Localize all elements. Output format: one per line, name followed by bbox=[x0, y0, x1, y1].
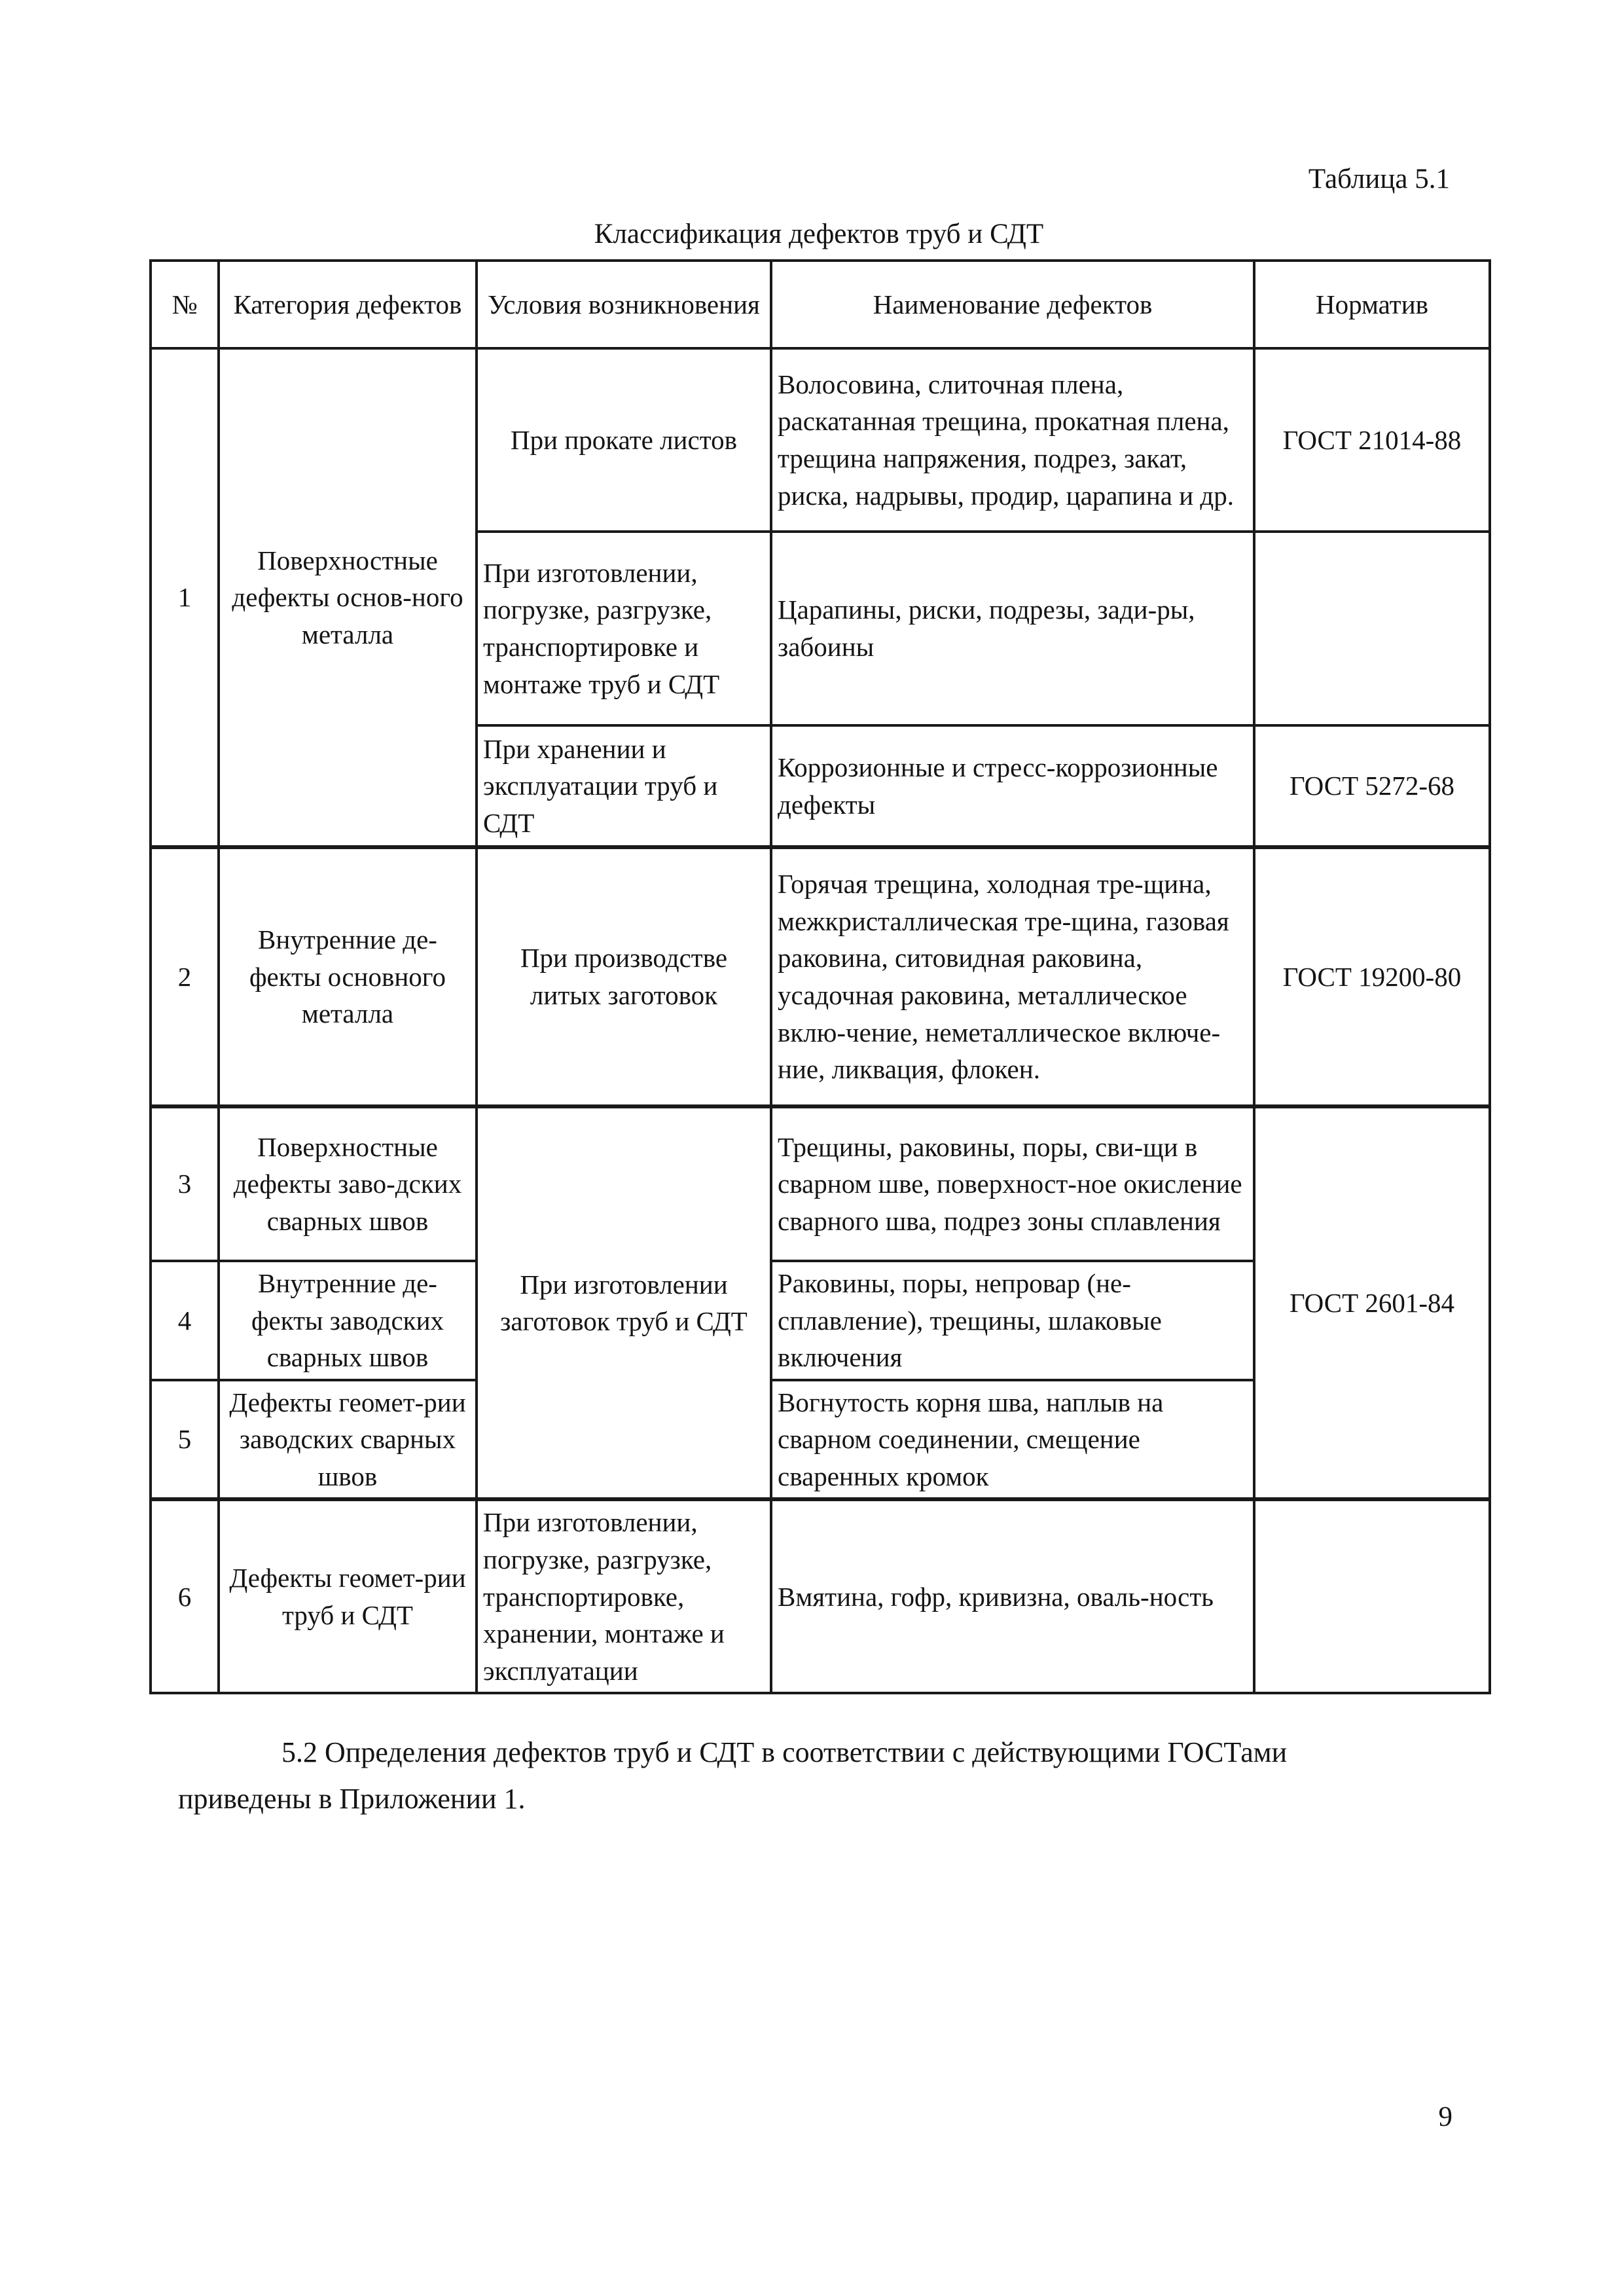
row-defects: Вогнутость корня шва, наплыв на сварном соединении, смещение сваренных кромок bbox=[771, 1380, 1254, 1500]
row-category: Поверхностные дефекты заво-дских сварных швов bbox=[219, 1106, 477, 1261]
row-number: 2 bbox=[151, 847, 219, 1106]
row-defects: Коррозионные и стресс-коррозионные дефекты bbox=[771, 725, 1254, 847]
row-number: 3 bbox=[151, 1106, 219, 1261]
row-conditions: При изготовлении, погрузке, разгрузке, транспортировке, хранении, монтаже и эксплуатации bbox=[477, 1499, 771, 1693]
header-conditions: Условия возникновения bbox=[477, 261, 771, 348]
row-defects: Вмятина, гофр, кривизна, оваль-ность bbox=[771, 1499, 1254, 1693]
row-standard bbox=[1254, 1499, 1490, 1693]
row-defects: Трещины, раковины, поры, сви-щи в сварном шве, поверхност-ное окисление сварного шва, подрез зоны сплавления bbox=[771, 1106, 1254, 1261]
row-category: Дефекты геомет-рии заводских сварных швов bbox=[219, 1380, 477, 1500]
row-category: Внутренние де-фекты основного металла bbox=[219, 847, 477, 1106]
table-row bbox=[151, 1106, 1490, 1261]
row-number: 6 bbox=[151, 1499, 219, 1693]
row-standard: ГОСТ 2601-84 bbox=[1254, 1106, 1490, 1499]
row-standard bbox=[1254, 532, 1490, 725]
page-number: 9 bbox=[1438, 2102, 1453, 2132]
row-conditions: При изготовлении заготовок труб и СДТ bbox=[477, 1106, 771, 1499]
row-category: Дефекты геомет-рии труб и СДТ bbox=[219, 1499, 477, 1693]
table-row bbox=[151, 847, 1490, 1106]
table-header-row bbox=[151, 261, 1490, 348]
row-conditions: При производстве литых заготовок bbox=[477, 847, 771, 1106]
header-category: Категория дефектов bbox=[219, 261, 477, 348]
row-number: 1 bbox=[151, 348, 219, 847]
row-number: 4 bbox=[151, 1261, 219, 1380]
header-standard: Норматив bbox=[1254, 261, 1490, 348]
row-standard: ГОСТ 5272-68 bbox=[1254, 725, 1490, 847]
paragraph-line-1: 5.2 Определения дефектов труб и СДТ в соответствии с действующими ГОСТами bbox=[281, 1736, 1288, 1768]
row-category: Внутренние де-фекты заводских сварных швов bbox=[219, 1261, 477, 1380]
row-conditions: При хранении и эксплуатации труб и СДТ bbox=[477, 725, 771, 847]
paragraph-line-2: приведены в Приложении 1. bbox=[178, 1783, 526, 1815]
row-conditions: При изготовлении, погрузке, разгрузке, транспортировке и монтаже труб и СДТ bbox=[477, 532, 771, 725]
row-category: Поверхностные дефекты основ-ного металла bbox=[219, 348, 477, 847]
row-defects: Царапины, риски, подрезы, зади-ры, забоины bbox=[771, 532, 1254, 725]
table-row bbox=[151, 348, 1490, 532]
table-row bbox=[151, 1499, 1490, 1693]
header-num: № bbox=[151, 261, 219, 348]
row-defects: Волосовина, слиточная плена, раскатанная трещина, прокатная плена, трещина напряжения, подрез, закат, риска, надрывы, продир, царапина и др. bbox=[771, 348, 1254, 532]
row-standard: ГОСТ 19200-80 bbox=[1254, 847, 1490, 1106]
row-defects: Горячая трещина, холодная тре-щина, межкристаллическая тре-щина, газовая раковина, ситовидная раковина, усадочная раковина, металлическое вклю-чение, неметаллическое включе-ние, ликвация, флокен. bbox=[771, 847, 1254, 1106]
row-number: 5 bbox=[151, 1380, 219, 1500]
table-label: Таблица 5.1 bbox=[1308, 164, 1450, 194]
row-defects: Раковины, поры, непровар (не-сплавление), трещины, шлаковые включения bbox=[771, 1261, 1254, 1380]
header-defects: Наименование дефектов bbox=[771, 261, 1254, 348]
defects-table bbox=[149, 259, 1491, 1694]
row-standard: ГОСТ 21014-88 bbox=[1254, 348, 1490, 532]
table-title: Классификация дефектов труб и СДТ bbox=[594, 219, 1044, 249]
row-conditions: При прокате листов bbox=[477, 348, 771, 532]
